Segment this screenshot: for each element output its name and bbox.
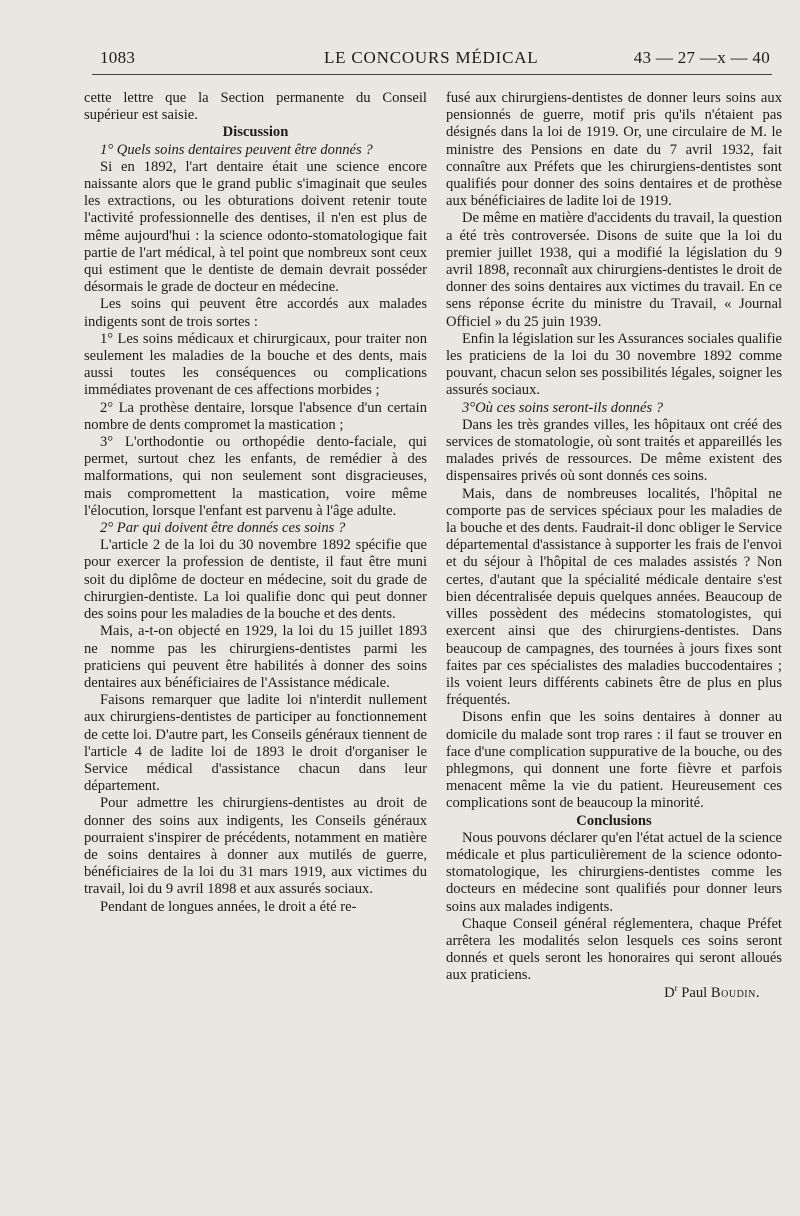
paragraph: Chaque Conseil général réglementera, chaque Préfet arrêtera les modalités selon lesquels ces soins seront donnés et quels seront les honoraires qui seront alloués aux praticiens. (446, 915, 782, 984)
paragraph: Dans les très grandes villes, les hôpitaux ont créé des services de stomatologie, où sont traités et appareillés les malades privés de ressources. De même existent des dispensaires privés où sont donnés ces soins. (446, 416, 782, 485)
paragraph: Nous pouvons déclarer qu'en l'état actuel de la science médicale et plus particulièrement de la science odonto-stomatologique, les chirurgiens-dentistes comme les docteurs en médecine sont qualifiés pour donner leurs soins aux malades indigents. (446, 829, 782, 915)
right-column-body (446, 90, 782, 985)
paragraph: Pendant de longues années, le droit a été re- (100, 898, 357, 915)
signature-title: D (664, 984, 675, 1001)
signature-surname: Boudin. (710, 984, 760, 1001)
right-column (446, 90, 782, 1002)
journal-title: LE CONCOURS MÉDICAL (324, 48, 539, 67)
paragraph: Disons enfin que les soins dentaires à donner au domicile du malade sont trop rares : il faut se trouver en face d'une complication suppurative de la bouche, ou des phlegmons, qui donnent une forte fièvre et parfois menacent même la vie du patient. Heureusement ces complications sont de beaucoup la minorité. (446, 709, 782, 812)
paragraph: 1° Les soins médicaux et chirurgicaux, pour traiter non seulement les maladies de la bouche et des dents, mais aussi toutes les conséquences ou complications immédiates provenant de ces affections morbides ; (84, 330, 427, 399)
issue-date: 43 — 27 —x — 40 (633, 48, 770, 67)
question-subheading: 2° Par qui doivent être donnés ces soins ? (100, 520, 346, 537)
paragraph: Faisons remarquer que ladite loi n'interdit nullement aux chirurgiens-dentistes de participer au fonctionnement de cette loi. D'autre part, les Conseils généraux tiennent de l'article 4 de ladite loi de 1893 le droit d'organiser le Service médical d'assistance chacun dans leur département. (84, 692, 427, 795)
left-column (84, 90, 427, 916)
paragraph: L'article 2 de la loi du 30 novembre 1892 spécifie que pour exercer la profession de dentiste, il faut être muni soit du diplôme de docteur en médecine, soit du grade de chirurgien-dentiste. La loi qualifie donc qui peut donner des soins pour les maladies de la bouche et des dents. (84, 537, 427, 623)
paragraph: Pour admettre les chirurgiens-dentistes au droit de donner des soins aux indigents, les Conseils généraux pourraient s'inspirer de précédents, notamment en matière de soins dentaires à donner aux mutilés de guerre, bénéficiaires de la loi du 31 mars 1919, aux victimes du travail, loi du 9 avril 1898 et aux assurés sociaux. (84, 795, 427, 898)
paragraph: Les soins qui peuvent être accordés aux malades indigents sont de trois sortes : (84, 296, 427, 330)
signature (446, 982, 782, 1002)
section-heading: Conclusions (576, 812, 652, 829)
paragraph: Mais, a-t-on objecté en 1929, la loi du 15 juillet 1893 ne nomme pas les chirurgiens-dentistes parmi les praticiens qui peuvent être habilités à donner des soins dentaires aux bénéficiaires de l'Assistance médicale. (84, 623, 427, 691)
paragraph: fusé aux chirurgiens-dentistes de donner leurs soins aux pensionnés de guerre, motif pris qu'ils n'étaient pas désignés dans la loi de 1919. Or, une circulaire de M. le ministre des Pensions en date du 7 avril 1932, fait connaître aux Préfets que les chirurgiens-dentistes sont qualifiés pour donner des soins dentaires et de prothèse aux bénéficiaires de ladite loi de 1919. (446, 90, 782, 210)
paragraph: Enfin la législation sur les Assurances sociales qualifie les praticiens de la loi du 30 novembre 1892 comme pouvant, chacun selon ses possibilités légales, soigner les assurés sociaux. (446, 330, 782, 399)
paragraph: 2° La prothèse dentaire, lorsque l'absence d'un certain nombre de dents compromet la mastication ; (84, 399, 427, 433)
paragraph: cette lettre que la Section permanente du Conseil supérieur est saisie. (84, 90, 427, 124)
signature-first-name: Paul (681, 984, 708, 1001)
question-subheading: 1° Quels soins dentaires peuvent être donnés ? (100, 141, 373, 158)
page-number: 1083 (100, 48, 136, 67)
question-subheading: 3°Où ces soins seront-ils donnés ? (462, 399, 664, 416)
header-rule (92, 74, 772, 75)
paragraph: Si en 1892, l'art dentaire était une science encore naissante alors que le grand public s'imaginait que seules les extractions, ou les obturations doivent retenir toute l'activité professionnelle des dentises, il n'en est plus de même aujourd'hui : la science odonto-stomatologique fait partie de l'art médical, à tel point que nombreux sont ceux qui estiment que le dentiste de demain devrait posséder désormais le grade de docteur en médecine. (84, 158, 427, 296)
signature-title-sup: r (674, 982, 678, 993)
running-header (100, 48, 770, 74)
paragraph: Mais, dans de nombreuses localités, l'hôpital ne comporte pas de services spéciaux pour les maladies de la bouche et des dents. Faudrait-il donc obliger le Service départemental d'assistance à supporter les frais de l'envoi et du séjour à l'hôpital de ces malades assistés ? Non certes, d'autant que la spécialité médicale dentaire s'est bien décentralisée depuis quelques années. Beaucoup de villes possèdent des médecins stomatologistes, qui exercent ainsi que des chirurgiens-dentistes. Dans beaucoup de campagnes, des tournées à jours fixes sont faites par ces spécialistes des maladies buccodentaires ; ils voient leurs différents cabinets être de plus en plus fréquentés. (446, 485, 782, 709)
paragraph: De même en matière d'accidents du travail, la question a été très controversée. Disons de suite que la loi du premier juillet 1938, qui a modifié la législation du 9 avril 1898, reconnaît aux chirurgiens-dentistes le droit de donner des soins dentaires aux victimes du travail. En ce sens réponse écrite du ministre du Travail, « Journal Officiel » du 25 juin 1939. (446, 210, 782, 330)
paragraph: 3° L'orthodontie ou orthopédie dento-faciale, qui permet, surtout chez les enfants, de remédier à des malformations, qui non seulement sont disgracieuses, mais compromettent la mastication, voire même l'élocution, lorsque l'enfant est parvenu à l'âge adulte. (84, 434, 427, 519)
section-heading: Discussion (222, 124, 289, 141)
